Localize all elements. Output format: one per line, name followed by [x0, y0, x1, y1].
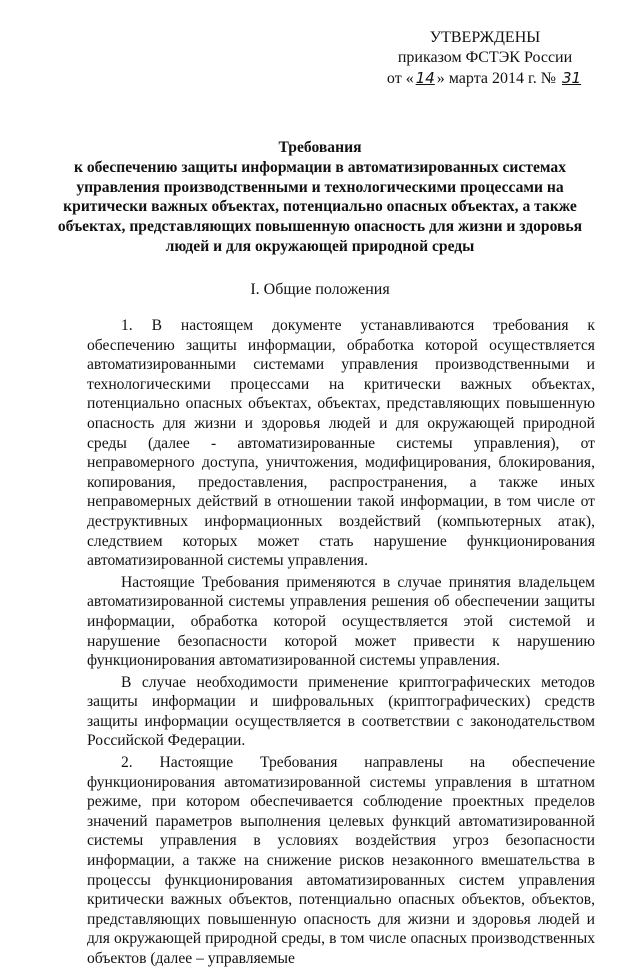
paragraph: В случае необходимости применение криптографических методов защиты информации и шифровальных (криптографических) средств защиты информации осуществляется в соответствии с законодательством Российской Федерации. [87, 673, 595, 750]
document-title [40, 138, 600, 257]
handwritten-number: 31 [562, 69, 582, 87]
title-heading: Требования [278, 139, 362, 156]
paragraph: 2. Настоящие Требования направлены на обеспечение функционирования автоматизированной системы управления в штатном режиме, при котором обеспечивается соблюдение проектных пределов значений параметров выполнения целевых функций автоматизированной системы управления в условиях воздействия угроз безопасности информации, а также на снижение рисков незаконного вмешательства в процессы функционирования автоматизированных систем управления критически важных объектов, потенциально опасных объектов, объектов, представляющих повышенную опасность для жизни и здоровья людей и для окружающей природной среды, в том числе опасных производственных объектов (далее – управляемые [87, 754, 595, 967]
approval-date: от « 14 » марта 2014 г. № 31 [386, 69, 582, 87]
approval-heading: УТВЕРЖДЕНЫ [429, 29, 541, 46]
section-title: I. Общие положения [250, 281, 390, 298]
title-line: к обеспечению защиты информации в автоматизированных системах [74, 158, 566, 176]
handwritten-day: 14 [415, 69, 435, 87]
approval-order: приказом ФСТЭК России [397, 49, 573, 66]
title-line: управления производственными и технологическими процессами на [76, 178, 564, 196]
paragraph: 1. В настоящем документе устанавливаются требования к обеспечению защиты информации, обработка которой осуществляется автоматизированными системами управления производственными и технологическими процессами на критически важных объектах, потенциально опасных объектах, объектах, представляющих повышенную опасность для жизни и здоровья людей и для окружающей природной среды (далее - автоматизированные системы управления), от неправомерного доступа, уничтожения, модифицирования, блокирования, копирования, предоставления, распространения, а также иных неправомерных действий в отношении такой информации, в том числе от деструктивных информационных воздействий (компьютерных атак), следствием которых может стать нарушение функционирования автоматизированной системы управления. [87, 317, 595, 570]
document-body [87, 316, 595, 971]
title-line: объектах, представляющих повышенную опасность для жизни и здоровья [57, 218, 583, 236]
approval-block [375, 28, 595, 89]
title-line: людей и для окружающей природной среды [165, 237, 475, 255]
title-line: критически важных объектах, потенциально опасных объектах, а также [63, 198, 577, 216]
paragraph: Настоящие Требования применяются в случае принятия владельцем автоматизированной системы управления решения об обеспечении защиты информации, обработка которой осуществляется этой системой и нарушение безопасности которой может привести к нарушению функционирования автоматизированной системы управления. [87, 573, 595, 670]
